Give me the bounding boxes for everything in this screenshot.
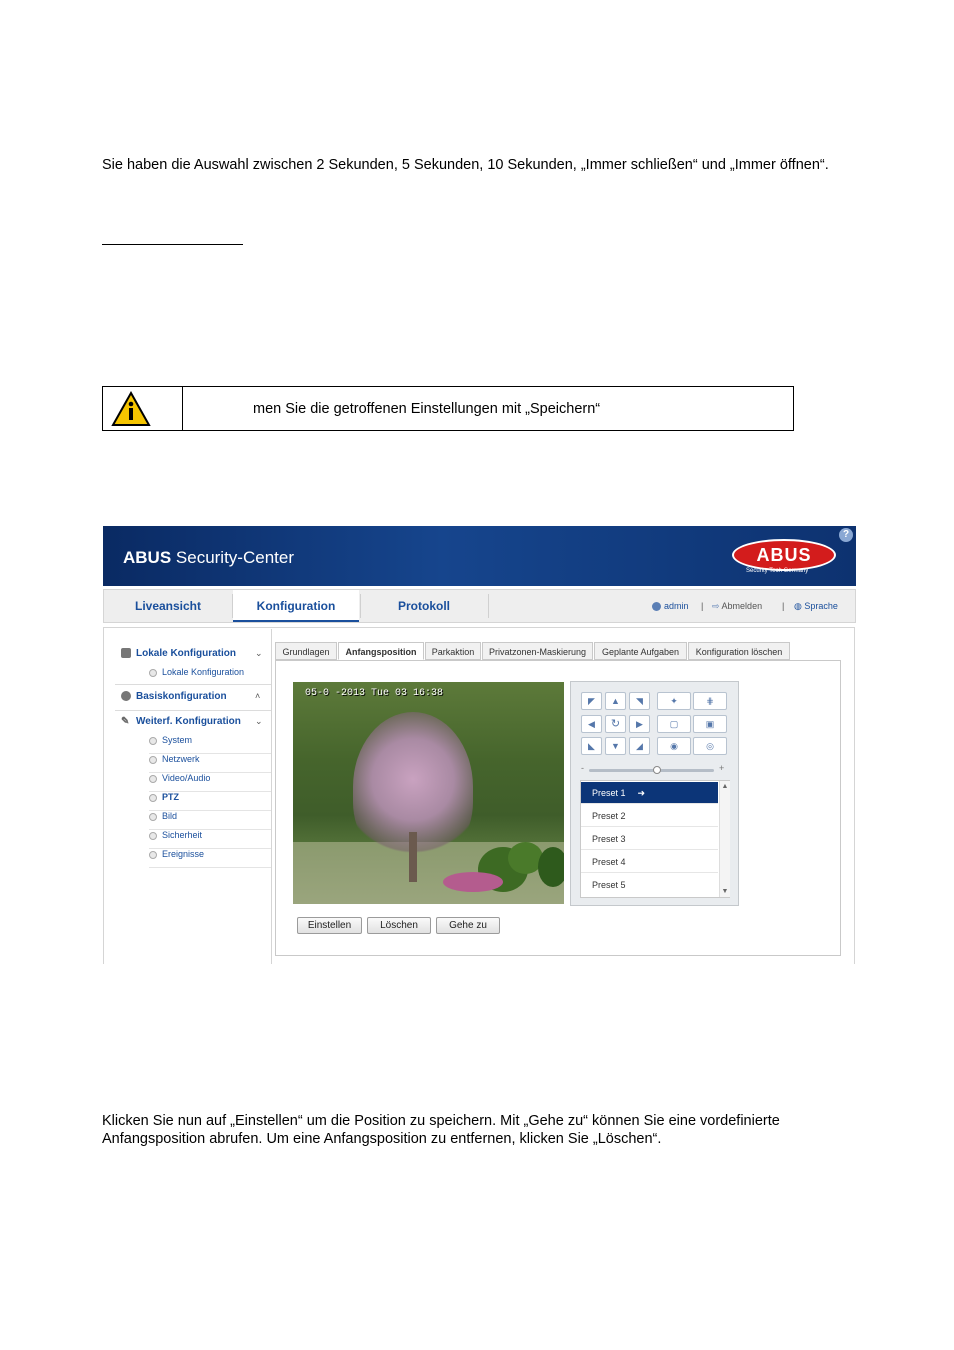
user-icon	[652, 602, 661, 611]
pan-left-button[interactable]: ◀	[581, 715, 602, 733]
menu-item-ereignisse[interactable]: Ereignisse	[149, 849, 271, 868]
menu-divider	[115, 684, 271, 685]
set-button[interactable]: Einstellen	[297, 917, 362, 934]
bullet-icon	[149, 775, 157, 783]
logout-icon: ⇨	[712, 601, 722, 611]
preset-item-4[interactable]: Preset 4	[581, 851, 718, 873]
ptz-speed-slider[interactable]	[581, 763, 726, 774]
preset-item-2[interactable]: Preset 2	[581, 805, 718, 827]
intro-paragraph: Sie haben die Auswahl zwischen 2 Sekunden, 5 Sekunden, 10 Sekunden, „Immer schließen“ und „Immer öffnen“.	[102, 157, 829, 173]
menu-lokale-konfiguration[interactable]: Lokale Konfiguration	[121, 648, 236, 659]
pan-down-button[interactable]: ▼	[605, 737, 626, 755]
video-trunk	[409, 832, 417, 882]
preset-item-1[interactable]: Preset 1 ➜	[581, 782, 718, 804]
iris-close-button[interactable]: ◎	[693, 737, 727, 755]
pan-down-right-button[interactable]: ◢	[629, 737, 650, 755]
pan-up-button[interactable]: ▲	[605, 692, 626, 710]
bullet-icon	[149, 832, 157, 840]
camera-web-ui-screenshot	[103, 526, 856, 964]
zoom-in-button[interactable]: ✦	[657, 692, 691, 710]
tab-grundlagen[interactable]: Grundlagen	[275, 642, 337, 660]
goto-button[interactable]: Gehe zu	[436, 917, 500, 934]
tab-parkaktion[interactable]: Parkaktion	[425, 642, 481, 660]
bullet-icon	[149, 794, 157, 802]
go-arrow-icon[interactable]: ➜	[637, 788, 646, 798]
user-separator: |	[782, 601, 785, 611]
video-flowers	[443, 872, 503, 892]
nav-liveansicht[interactable]: Liveansicht	[134, 599, 202, 613]
pan-right-button[interactable]: ▶	[629, 715, 650, 733]
preset-list	[580, 780, 730, 898]
globe-icon: ◍	[794, 601, 805, 611]
nav-separator	[488, 594, 489, 618]
main-navigation	[103, 589, 856, 623]
menu-item-bild[interactable]: Bild	[149, 811, 271, 830]
menu-item-ptz[interactable]: PTZ	[149, 792, 271, 811]
auto-pan-button[interactable]: ↻	[605, 715, 626, 733]
live-video-view[interactable]	[293, 682, 564, 904]
menu-basiskonfiguration[interactable]: Basiskonfiguration	[121, 691, 227, 702]
note-text: men Sie die getroffenen Einstellungen mit „Speichern“	[253, 401, 601, 417]
info-note-box	[102, 386, 794, 431]
menu-item-lokale-konfiguration[interactable]: Lokale Konfiguration	[149, 667, 271, 686]
gear-icon	[121, 691, 131, 701]
left-panel-border	[271, 629, 272, 964]
nav-konfiguration[interactable]: Konfiguration	[233, 590, 359, 622]
menu-item-system[interactable]: System	[149, 735, 271, 754]
tab-anfangsposition[interactable]: Anfangsposition	[338, 642, 424, 660]
video-bush	[538, 847, 564, 887]
delete-button[interactable]: Löschen	[367, 917, 431, 934]
bullet-icon	[149, 737, 157, 745]
app-banner	[103, 526, 856, 586]
scroll-up-icon[interactable]: ▲	[721, 783, 729, 790]
focus-far-button[interactable]: ▣	[693, 715, 727, 733]
user-separator: |	[701, 601, 704, 611]
focus-near-button[interactable]: ▢	[657, 715, 691, 733]
language-link[interactable]: ◍ Sprache	[794, 601, 838, 611]
tab-privatzonen-maskierung[interactable]: Privatzonen-Maskierung	[482, 642, 593, 660]
bullet-icon	[149, 851, 157, 859]
help-icon[interactable]: ?	[839, 528, 853, 542]
menu-weiterf-konfiguration[interactable]: ✎ Weiterf. Konfiguration	[121, 716, 241, 728]
preset-item-5[interactable]: Preset 5	[592, 880, 626, 890]
instructions-paragraph: Klicken Sie nun auf „Einstellen“ um die Position zu speichern. Mit „Gehe zu“ können Sie eine vordefinierte Anfangsposition abrufen. Um eine Anfangsposition zu entfernen, klicken Sie „Löschen“.	[102, 1113, 780, 1147]
info-icon-cell	[103, 387, 183, 430]
tab-konfiguration-loeschen[interactable]: Konfiguration löschen	[688, 642, 790, 660]
pan-down-left-button[interactable]: ◣	[581, 737, 602, 755]
pan-up-left-button[interactable]: ◤	[581, 692, 602, 710]
menu-item-sicherheit[interactable]: Sicherheit	[149, 830, 271, 849]
video-timestamp: 05-0 -2013 Tue 03 16:38	[305, 688, 444, 699]
wrench-icon: ✎	[121, 716, 130, 728]
tab-geplante-aufgaben[interactable]: Geplante Aufgaben	[594, 642, 687, 660]
user-info[interactable]: admin	[652, 590, 689, 622]
menu-item-netzwerk[interactable]: Netzwerk	[149, 754, 271, 773]
chevron-up-icon[interactable]: ˄	[255, 691, 261, 701]
iris-open-button[interactable]: ◉	[657, 737, 691, 755]
ptz-control-panel	[570, 681, 739, 906]
chevron-down-icon[interactable]: ⌄	[255, 716, 263, 726]
abus-logo: ABUS	[732, 539, 836, 571]
slider-knob[interactable]	[653, 766, 661, 774]
preset-item-3[interactable]: Preset 3	[581, 828, 718, 850]
zoom-out-button[interactable]: ⋕	[693, 692, 727, 710]
menu-divider	[115, 710, 271, 711]
chevron-down-icon[interactable]: ⌄	[255, 648, 263, 658]
logo-tagline: Security Tech Germany	[746, 568, 809, 574]
slider-max-label: +	[719, 763, 725, 773]
monitor-icon	[121, 648, 131, 658]
slider-track	[589, 769, 714, 772]
section-heading-underline	[102, 244, 243, 245]
warning-info-icon	[111, 391, 151, 427]
app-title: ABUS Security-Center	[123, 548, 294, 567]
logout-link[interactable]: ⇨ Abmelden	[712, 601, 763, 611]
bullet-icon	[149, 756, 157, 764]
slider-min-label: -	[581, 763, 584, 773]
nav-protokoll[interactable]: Protokoll	[397, 599, 450, 613]
preset-scrollbar[interactable]	[719, 781, 730, 897]
scroll-down-icon[interactable]: ▼	[721, 888, 729, 895]
menu-item-video-audio[interactable]: Video/Audio	[149, 773, 271, 792]
pan-up-right-button[interactable]: ◥	[629, 692, 650, 710]
bullet-icon	[149, 813, 157, 821]
bullet-icon	[149, 669, 157, 677]
